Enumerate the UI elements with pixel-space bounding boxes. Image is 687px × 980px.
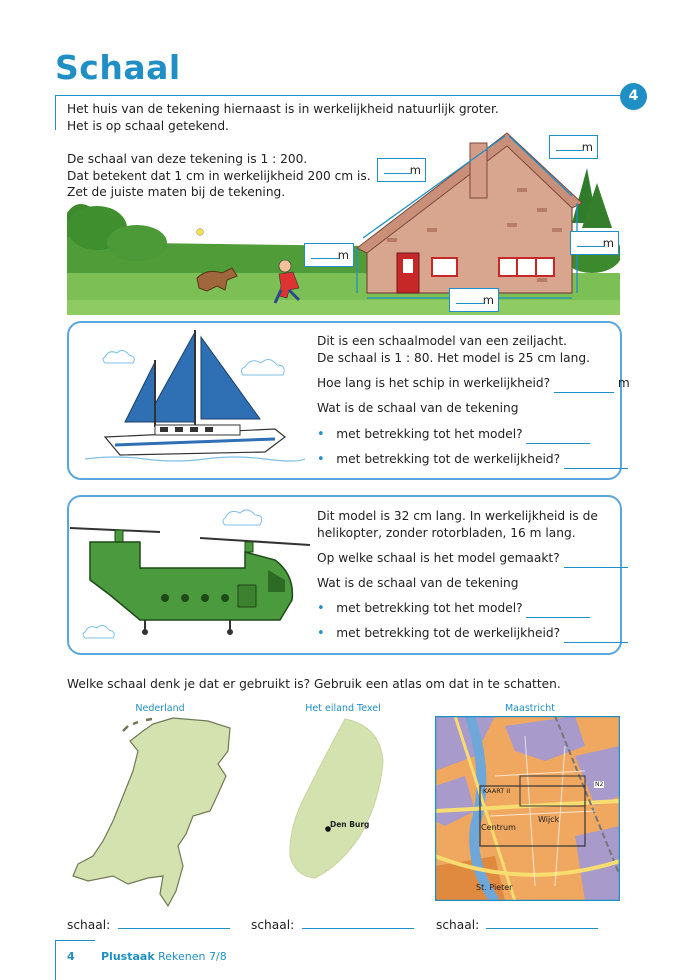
- page-title: Schaal: [55, 48, 181, 87]
- footer-title: [101, 950, 227, 963]
- maps-question: Welke schaal denk je dat er gebruikt is? Gebruik een atlas om dat in te schatten.: [67, 677, 561, 691]
- header-rule: [55, 95, 645, 96]
- yacht-answer-real[interactable]: [564, 451, 628, 469]
- maastricht-label-wijck: Wijck: [538, 815, 560, 824]
- texel-place-label: Den Burg: [330, 820, 370, 829]
- yacht-answer-model[interactable]: [526, 426, 590, 444]
- yacht-text: [317, 333, 590, 366]
- intro-left-rule: [55, 95, 56, 130]
- footer-rule-vertical: [55, 940, 56, 980]
- heli-text: [317, 508, 598, 541]
- map-maastricht: [435, 716, 620, 901]
- footer-rule-horizontal: [55, 940, 95, 941]
- roof-length-label[interactable]: m: [549, 135, 598, 159]
- page-number-badge: 4: [620, 83, 647, 110]
- intro-line-5: Zet de juiste maten bij de tekening.: [67, 185, 286, 199]
- house-illustration: [67, 128, 620, 315]
- wall-height-label[interactable]: m: [304, 243, 354, 267]
- schaal-maastricht: schaal:: [436, 918, 480, 932]
- heli-question-1: Op welke schaal is het model gemaakt?: [317, 550, 628, 568]
- heli-line-1: Dit model is 32 cm lang. In werkelijkheid is de: [317, 509, 598, 523]
- footer-page-number: 4: [67, 950, 75, 963]
- footer-brand: Plustaak: [101, 950, 155, 963]
- maastricht-label-st-pieter: St. Pieter: [476, 883, 513, 892]
- yacht-question-1: Hoe lang is het schip in werkelijkheid? m: [317, 375, 630, 393]
- heli-line-2: helikopter, zonder rotorbladen, 16 m lang.: [317, 525, 576, 540]
- yacht-bullet-2: • met betrekking tot de werkelijkheid?: [317, 451, 628, 469]
- intro-line-2: Het is op schaal getekend.: [67, 118, 229, 133]
- heli-answer-scale[interactable]: [564, 550, 628, 568]
- heli-answer-real[interactable]: [564, 625, 628, 643]
- schaal-nl: schaal:: [67, 918, 111, 932]
- yacht-bullet-1: • met betrekking tot het model?: [317, 426, 590, 444]
- schaal-maastricht-answer[interactable]: [486, 928, 598, 929]
- map-texel-title: Het eiland Texel: [305, 703, 381, 714]
- heli-question-2: Wat is de schaal van de tekening: [317, 576, 519, 590]
- yacht-line-1: Dit is een schaalmodel van een zeiljacht.: [317, 334, 568, 348]
- footer-series: Rekenen 7/8: [158, 950, 227, 963]
- schaal-texel-answer[interactable]: [302, 928, 414, 929]
- heli-bullet-2: • met betrekking tot de werkelijkheid?: [317, 625, 628, 643]
- yacht-illustration: [85, 327, 305, 472]
- maastricht-label-centrum: Centrum: [481, 823, 516, 832]
- map-texel: [285, 716, 385, 881]
- yacht-line-2: De schaal is 1 : 80. Het model is 25 cm lang.: [317, 350, 590, 365]
- schaal-texel: schaal:: [251, 918, 295, 932]
- map-netherlands: [68, 716, 238, 911]
- heli-bullet-1: • met betrekking tot het model?: [317, 600, 590, 618]
- heli-answer-model[interactable]: [526, 600, 590, 618]
- intro-line-4: Dat betekent dat 1 cm in werkelijkheid 200 cm is.: [67, 168, 371, 183]
- schaal-nl-answer[interactable]: [118, 928, 230, 929]
- intro-line-3: De schaal van deze tekening is 1 : 200.: [67, 152, 308, 166]
- side-height-label[interactable]: m: [570, 231, 619, 255]
- house-width-label[interactable]: m: [449, 288, 499, 312]
- yacht-answer-length[interactable]: [554, 375, 614, 393]
- maastricht-label-n2: N2: [595, 781, 604, 788]
- roof-diagonal-label[interactable]: m: [377, 158, 426, 182]
- map-maastricht-title: Maastricht: [504, 703, 556, 714]
- yacht-question-2: Wat is de schaal van de tekening: [317, 401, 519, 415]
- maastricht-label-kaart: KAART II: [483, 787, 511, 795]
- map-nl-title: Nederland: [135, 703, 185, 714]
- helicopter-illustration: [70, 500, 310, 645]
- intro-line-1: Het huis van de tekening hiernaast is in werkelijkheid natuurlijk groter.: [67, 102, 499, 116]
